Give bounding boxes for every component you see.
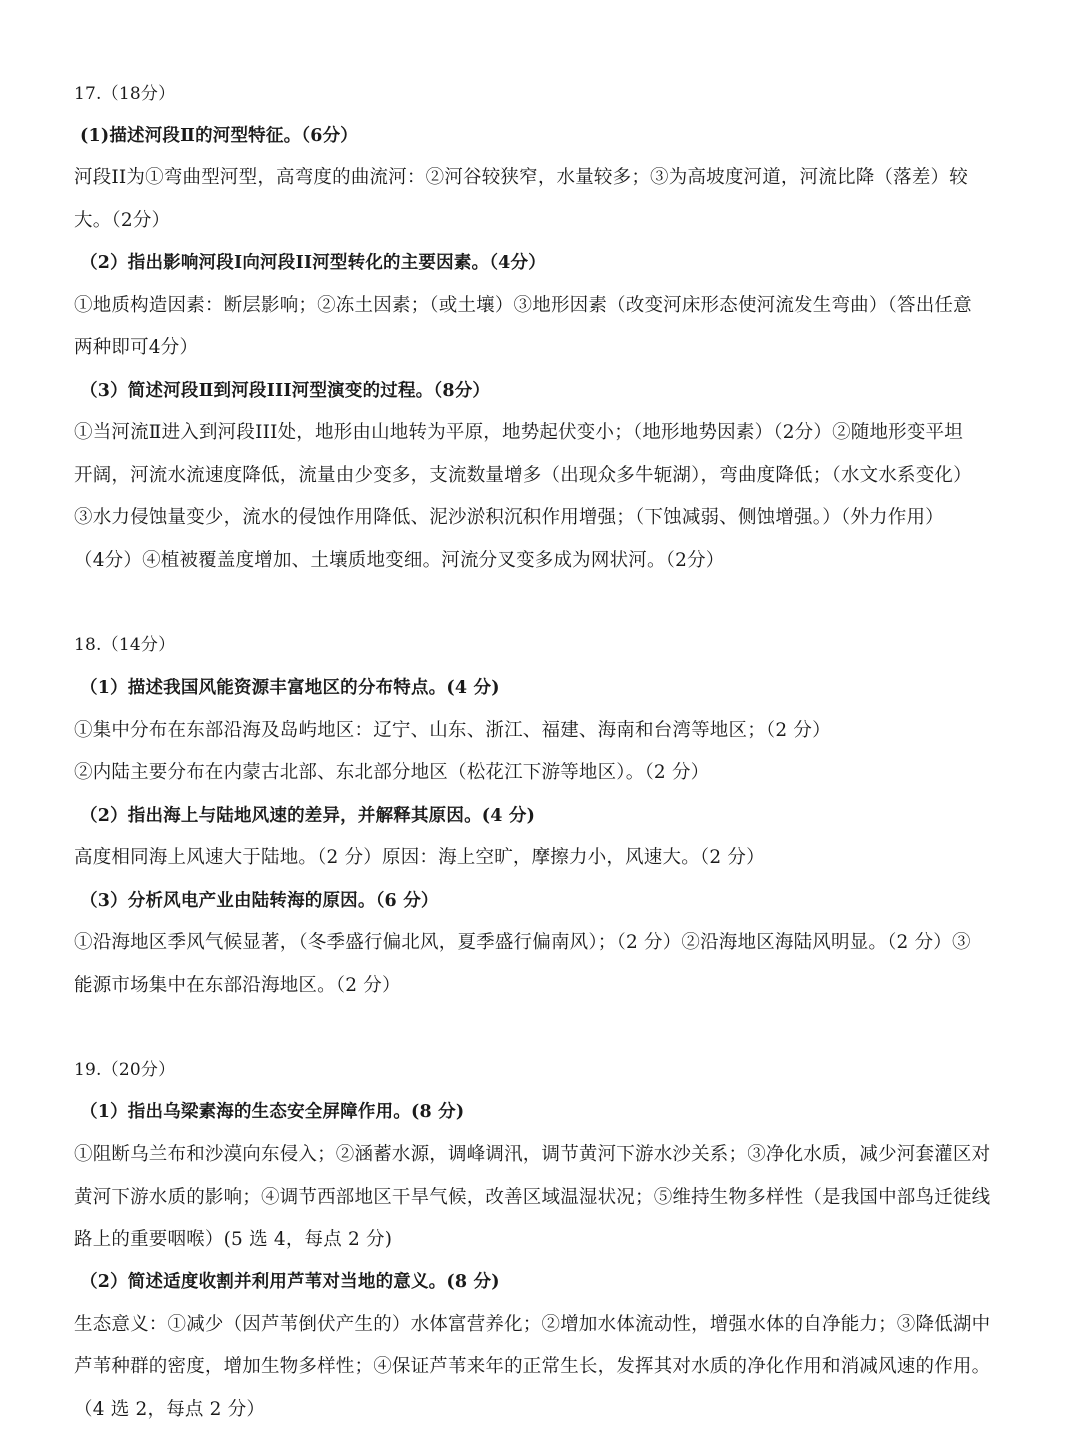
question-17-part-3-answer-line: （4分）④植被覆盖度增加、土壤质地变细。河流分叉变多成为网状河。（2分） <box>74 550 725 571</box>
question-19-number: 19.（20分） <box>74 1060 176 1080</box>
question-18-part-2-answer-line: 高度相同海上风速大于陆地。（2 分）原因：海上空旷，摩擦力小，风速大。（2 分） <box>74 847 765 868</box>
question-18-part-1-answer-line: ②内陆主要分布在内蒙古北部、东北部分地区（松花江下游等地区）。（2 分） <box>74 762 710 783</box>
question-19-part-1-prompt: （1）指出乌梁素海的生态安全屏障作用。(8 分) <box>80 1102 465 1122</box>
question-17-number: 17.（18分） <box>74 84 176 104</box>
question-19-part-2-answer-line: 生态意义：①减少（因芦苇倒伏产生的）水体富营养化；②增加水体流动性，增强水体的自净能力；③降低湖中 <box>74 1314 991 1335</box>
question-19-part-2-answer-line: （4 选 2，每点 2 分） <box>74 1399 266 1420</box>
question-19-part-1-answer-line: 路上的重要咽喉）(5 选 4，每点 2 分) <box>74 1229 393 1250</box>
question-18-number: 18.（14分） <box>74 635 176 655</box>
question-17-part-2-prompt: （2）指出影响河段I向河段II河型转化的主要因素。（4分） <box>80 253 546 273</box>
question-18-part-3-answer-line: ①沿海地区季风气候显著，（冬季盛行偏北风，夏季盛行偏南风）；（2 分）②沿海地区海陆风明显。（2 分）③ <box>74 932 971 953</box>
question-19-part-1-answer-line: 黄河下游水质的影响；④调节西部地区干旱气候，改善区域温湿状况；⑤维持生物多样性（是我国中部鸟迁徙线 <box>74 1187 991 1208</box>
question-18-part-2-prompt: （2）指出海上与陆地风速的差异，并解释其原因。(4 分) <box>80 806 536 826</box>
question-17-part-3-prompt: （3）简述河段Ⅱ到河段III河型演变的过程。（8分） <box>80 381 491 401</box>
question-17-part-1-prompt: (1)描述河段Ⅱ的河型特征。（6分） <box>80 126 359 146</box>
question-17-part-3-answer-line: ①当河流Ⅱ进入到河段III处，地形由山地转为平原，地势起伏变小；（地形地势因素）（2分）②随地形变平坦 <box>74 422 963 443</box>
question-19-part-2-prompt: （2）简述适度收割并利用芦苇对当地的意义。(8 分) <box>80 1272 500 1292</box>
question-17-part-2-answer-line: ①地质构造因素：断层影响；②冻土因素；（或土壤）③地形因素（改变河床形态使河流发生弯曲）（答出任意 <box>74 295 972 316</box>
question-17-part-1-answer-line: 河段II为①弯曲型河型，高弯度的曲流河：②河谷较狭窄，水量较多；③为高坡度河道，河流比降（落差）较 <box>74 167 968 188</box>
question-17-part-3-answer-line: ③水力侵蚀量变少，流水的侵蚀作用降低、泥沙淤积沉积作用增强；（下蚀减弱、侧蚀增强。）（外力作用） <box>74 507 944 528</box>
question-18-part-3-prompt: （3）分析风电产业由陆转海的原因。（6 分） <box>80 891 439 911</box>
question-18-part-1-answer-line: ①集中分布在东部沿海及岛屿地区：辽宁、山东、浙江、福建、海南和台湾等地区；（2 分） <box>74 720 831 741</box>
question-17-part-2-answer-line: 两种即可4分） <box>74 337 199 358</box>
question-19-part-2-answer-line: 芦苇种群的密度，增加生物多样性；④保证芦苇来年的正常生长，发挥其对水质的净化作用和消减风速的作用。 <box>74 1356 991 1377</box>
question-17-part-3-answer-line: 开阔，河流水流速度降低，流量由少变多，支流数量增多（出现众多牛轭湖），弯曲度降低；（水文水系变化） <box>74 465 972 486</box>
question-18-part-1-prompt: （1）描述我国风能资源丰富地区的分布特点。(4 分) <box>80 678 500 698</box>
question-19-part-1-answer-line: ①阻断乌兰布和沙漠向东侵入；②涵蓄水源，调峰调汛，调节黄河下游水沙关系；③净化水质，减少河套灌区对 <box>74 1144 991 1165</box>
question-18-part-3-answer-line: 能源市场集中在东部沿海地区。（2 分） <box>74 975 401 996</box>
question-17-part-1-answer-line: 大。（2分） <box>74 210 171 231</box>
